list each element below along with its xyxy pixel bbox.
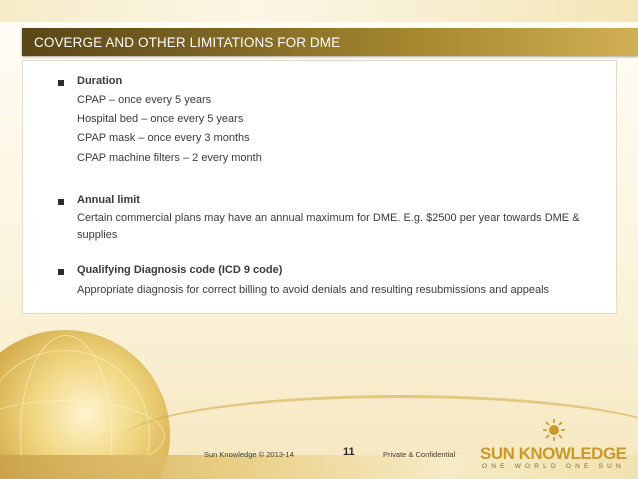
bullet-row [23,263,616,281]
bullet-heading: Annual limit [77,194,140,206]
bullet-line: CPAP machine filters – 2 every month [77,152,262,164]
bullet-row [23,74,616,92]
sun-knowledge-logo [480,418,630,473]
square-bullet-icon [58,269,64,275]
bullet-diagnosis-code [23,263,616,296]
content-panel [22,60,617,314]
bullet-duration [23,74,616,164]
bullet-heading: Duration [77,75,123,87]
bullet-line: CPAP mask – once every 3 months [77,132,250,144]
bullet-line: CPAP – once every 5 years [77,94,212,106]
footer-confidential: Private & Confidential [383,450,456,459]
square-bullet-icon [58,199,64,205]
page-number: 11 [343,446,355,458]
bullet-line: Appropriate diagnosis for correct billing to avoid denials and resulting resubmissions and appeals [77,284,550,296]
bullet-annual-limit [23,193,616,241]
bullet-heading: Qualifying Diagnosis code (ICD 9 code) [77,264,283,276]
title-bar [22,28,638,56]
slide-title: COVERGE AND OTHER LIMITATIONS FOR DME [34,34,341,50]
bullet-paragraph: Certain commercial plans may have an annual maximum for DME. E.g. $2500 per year towards DME & supplies [77,212,580,241]
square-bullet-icon [58,80,64,86]
top-decorative-band [0,0,638,22]
logo-wordmark: SUN KNOWLEDGE [480,444,627,463]
footer-copyright: Sun Knowledge © 2013-14 [204,450,294,459]
sun-icon [542,418,566,442]
bullet-row [23,193,616,211]
bullet-line: Hospital bed – once every 5 years [77,113,244,125]
logo-tagline: ONE WORLD ONE SUN [482,463,625,470]
